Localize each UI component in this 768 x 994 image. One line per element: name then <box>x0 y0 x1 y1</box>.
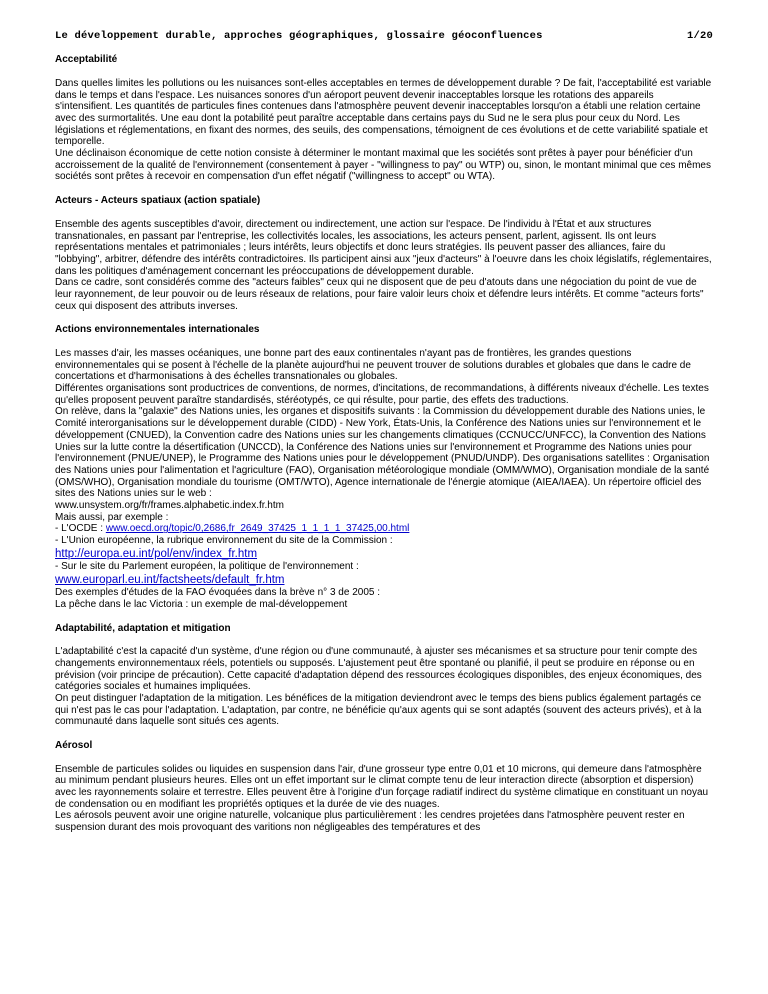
text-run: Mais aussi, par exemple : <box>55 511 169 523</box>
page-number: 1/20 <box>686 30 713 42</box>
paragraph <box>55 219 713 277</box>
text-run: - L'OCDE : <box>55 523 106 535</box>
text-run: On peut distinguer l'adaptation de la mitigation. Les bénéfices de la mitigation deviendront avec le temps des biens publics également partagés ce qui n'est pas le cas pour l'adaptation. L'adaptation, par contre, ne bénéficie qu'aux agents qui se sont adaptés (souvent des acteurs privés), et à la communauté dans laquelle sont situés ces agents. <box>55 692 702 728</box>
paragraph <box>55 587 713 599</box>
paragraph <box>55 810 713 833</box>
paragraph <box>55 500 713 512</box>
paragraph <box>55 573 713 587</box>
glossary-section <box>55 740 713 834</box>
text-run: Dans quelles limites les pollutions ou les nuisances sont-elles acceptables en termes de développement durable ? De fait, l'acceptabilité est variable dans le temps et dans l'espace. Les nuisances sonores d'un aéroport peuvent devenir inacceptables lorsque les rotations des appareils s'intensifient. Les quantités de particules fines contenues dans l'atmosphère peuvent devenir inacceptables lorsqu'on a établi une relation certaine avec des surmortalités. Une eau dont la potabilité peut paraître acceptable dans certains pays du Sud ne le sera plus pour ceux du Nord. Les législations et réglementations, en fixant des normes, des seuils, des compensations, témoignent de ces évolutions et de cette variabilité spatiale et temporelle. <box>55 77 712 148</box>
glossary-section <box>55 623 713 729</box>
paragraph <box>55 547 713 561</box>
paragraph <box>55 78 713 148</box>
text-run: Les masses d'air, les masses océaniques, une bonne part des eaux continentales n'ayant pas de frontières, les grandes questions environnementales qui se posent à l'échelle de la planète aujourd'hui ne peuvent trouver de solutions durables et globales que dans le cadre de concertations et d'harmonisations à des échelles transnationales ou globales. <box>55 348 691 383</box>
paragraph <box>55 406 713 500</box>
glossary-section <box>55 324 713 610</box>
text-run: Les aérosols peuvent avoir une origine naturelle, volcanique plus particulièrement : les cendres projetées dans l'atmosphère peuvent rester en suspension durant des mois provoquant des varitions non négligeables des températures et des <box>55 810 685 834</box>
section-heading: Acteurs - Acteurs spatiaux (action spatiale) <box>55 195 261 207</box>
paragraph <box>55 693 713 728</box>
paragraph <box>55 599 713 611</box>
hyperlink[interactable]: www.europarl.eu.int/factsheets/default_fr.htm <box>55 573 285 586</box>
section-heading: Actions environnementales internationales <box>55 324 260 336</box>
paragraph <box>55 523 713 535</box>
text-run: Une déclinaison économique de cette notion consiste à déterminer le montant maximal que les sociétés sont prêtes à payer pour bénéficier d'un accroissement de la qualité de l'environnement (consentement à payer - "willingness to pay" ou WTP) ou, sinon, le montant minimal que ces mêmes sociétés sont prêtes à recevoir en compensation d'un effet négatif ("willingness to accept" ou WTA). <box>55 148 711 183</box>
text-run: On relève, dans la "galaxie" des Nations unies, les organes et dispositifs suivants : la Commission du développement durable des Nations unies, le Comité interorganisations sur le développement durable (CIDD) - New York, États-Unis, la Conférence des Nations unies sur l'environnement et le développement (CNUED), la Convention cadre des Nations unies sur les changements climatiques (CCNUCC/UNFCC), la Convention des Nations Unies sur la lutte contre la désertification (UNCCD), la Conférence des Nations unies sur l'environnement et Programme des Nations unies pour l'environnement (PNUE/UNEP), le Programme des Nations unies pour le développement (PNUD/UNDP). Des organisations satellites : Organisation des Nations unies pour l'alimentation et l'agriculture (FAO), Organisation météorologique mondiale (OMM/WMO), Organisation mondiale de la santé (OMS/WHO), Organisation mondiale du tourisme (OMT/WTO), Agence internationale de l'énergie atomique (AIEA/IAEA). Un répertoire officiel des sites des Nations unies sur le web : <box>55 406 710 500</box>
text-run: - L'Union européenne, la rubrique environnement du site de la Commission : <box>55 535 393 547</box>
text-run: Ensemble des agents susceptibles d'avoir, directement ou indirectement, une action sur l'espace. De l'individu à l'État et aux structures transnationales, en passant par l'entreprise, les collectivités locales, les associations, les acteurs pensent, parlent, agissent. Ils ont leurs représentations mentales et patrimoniales ; leurs intérêts, leurs objectifs et donc leurs stratégies. Ils peuvent passer des alliances, faire du "lobbying", arbitrer, défendre des intérêts contradictoires. Ils participent ainsi aux "jeux d'acteurs" à l'oeuvre dans les choix législatifs, réglementaires, dans les politiques d'aménagement concernant les préoccupations de développement durable. <box>55 218 712 277</box>
paragraph <box>55 764 713 811</box>
paragraph <box>55 646 713 693</box>
section-heading: Adaptabilité, adaptation et mitigation <box>55 622 231 634</box>
text-run: La pêche dans le lac Victoria : un exemple de mal-développement <box>55 598 348 610</box>
hyperlink[interactable]: http://europa.eu.int/pol/env/index_fr.htm <box>55 547 258 560</box>
paragraph <box>55 512 713 524</box>
paragraph <box>55 561 713 573</box>
text-run: - Sur le site du Parlement européen, la politique de l'environnement : <box>55 561 359 573</box>
glossary-section <box>55 54 713 183</box>
glossary-section <box>55 195 713 312</box>
paragraph <box>55 277 713 312</box>
paragraph <box>55 383 713 406</box>
text-run: Des exemples d'études de la FAO évoquées dans la brève n° 3 de 2005 : <box>55 587 381 599</box>
hyperlink[interactable]: www.oecd.org/topic/0,2686,fr_2649_37425_1_1_1_1_37425,00.html <box>105 523 410 535</box>
document-content <box>55 54 713 834</box>
text-run: Dans ce cadre, sont considérés comme des "acteurs faibles" ceux qui ne disposent que de peu d'atouts dans une négociation du point de vue de leur rayonnement, de leur pouvoir ou de leurs réseaux de relations, pour faire valoir leurs choix et défendre leurs intérêts. Et comme "acteurs forts" ceux qui disposent des attributs inverses. <box>55 277 704 312</box>
paragraph <box>55 348 713 383</box>
section-heading: Aérosol <box>55 740 93 752</box>
document-title: Le développement durable, approches géographiques, glossaire géoconfluences <box>55 30 543 42</box>
document-header <box>55 30 713 42</box>
paragraph <box>55 535 713 547</box>
text-run: www.unsystem.org/fr/frames.alphabetic.index.fr.htm <box>55 499 284 511</box>
section-heading: Acceptabilité <box>55 54 118 66</box>
text-run: Ensemble de particules solides ou liquides en suspension dans l'air, d'une grosseur type entre 0,01 et 10 microns, qui demeure dans l'atmosphère au minimum pendant plusieurs heures. Elles ont un effet important sur le climat compte tenu de leur interaction directe (absorption et dispersion) avec les rayonnements solaire et terrestre. Elles peuvent être à l'origine d'un forçage radiatif indirect du système climatique en constituant un noyau de condensation ou en modifiant les propriétés optiques et la durée de vie des nuages. <box>55 763 709 810</box>
text-run: Différentes organisations sont productrices de conventions, de normes, d'incitations, de recommandations, à différents niveaux d'échelle. Les textes qu'elles proposent peuvent paraître standardisés, stéréotypés, ce qui résulte, pour partie, des effets des traductions. <box>55 383 709 406</box>
paragraph <box>55 148 713 183</box>
text-run: L'adaptabilité c'est la capacité d'un système, d'une région ou d'une communauté, à ajuster ses mécanismes et sa structure pour tenir compte des changements environnementaux réels, potentiels ou supposés. L'ajustement peut être spontané ou planifié, il peut se produire en réponse ou en prévision (voir principe de précaution). Cette capacité d'adaptation dépend des ressources écologiques disponibles, des enjeux économiques, des catégories sociales et humaines impliquées. <box>55 646 702 693</box>
